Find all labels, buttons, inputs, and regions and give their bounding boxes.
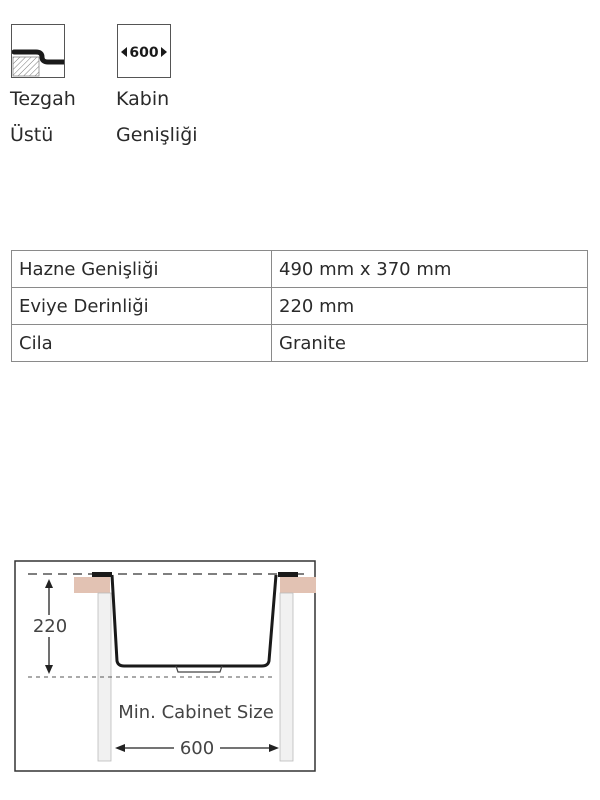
table-row: [12, 325, 588, 362]
min-cabinet-label: Min. Cabinet Size: [118, 702, 274, 723]
countertop-glyph: [12, 25, 64, 77]
cabinet-width-label-line1: Kabin: [116, 88, 170, 110]
spec-table: [11, 250, 588, 362]
spec-value: Granite: [272, 325, 588, 362]
countertop-label-line1: Tezgah: [10, 88, 76, 110]
countertop-right: [280, 577, 316, 593]
cabinet-width-label-line2: Genişliği: [116, 124, 198, 146]
arrow-right-icon: [161, 47, 167, 57]
countertop-left: [74, 577, 110, 593]
spec-value: 490 mm x 370 mm: [272, 251, 588, 288]
width-label: 600: [179, 738, 215, 759]
installation-diagram: [14, 560, 324, 778]
cabinet-leg-right: [280, 593, 293, 761]
cabinet-width-icon: [117, 24, 171, 78]
depth-label: 220: [32, 616, 68, 637]
sink-rim-right: [278, 572, 298, 577]
table-row: [12, 288, 588, 325]
countertop-label-line2: Üstü: [10, 124, 54, 146]
spec-key: Eviye Derinliği: [12, 288, 272, 325]
table-row: [12, 251, 588, 288]
spec-key: Hazne Genişliği: [12, 251, 272, 288]
arrow-left-icon: [121, 47, 127, 57]
cabinet-width-glyph: [118, 25, 170, 77]
spec-key: Cila: [12, 325, 272, 362]
spec-value: 220 mm: [272, 288, 588, 325]
countertop-icon: [11, 24, 65, 78]
sink-rim-left: [92, 572, 112, 577]
cabinet-width-badge: 600: [129, 45, 159, 61]
